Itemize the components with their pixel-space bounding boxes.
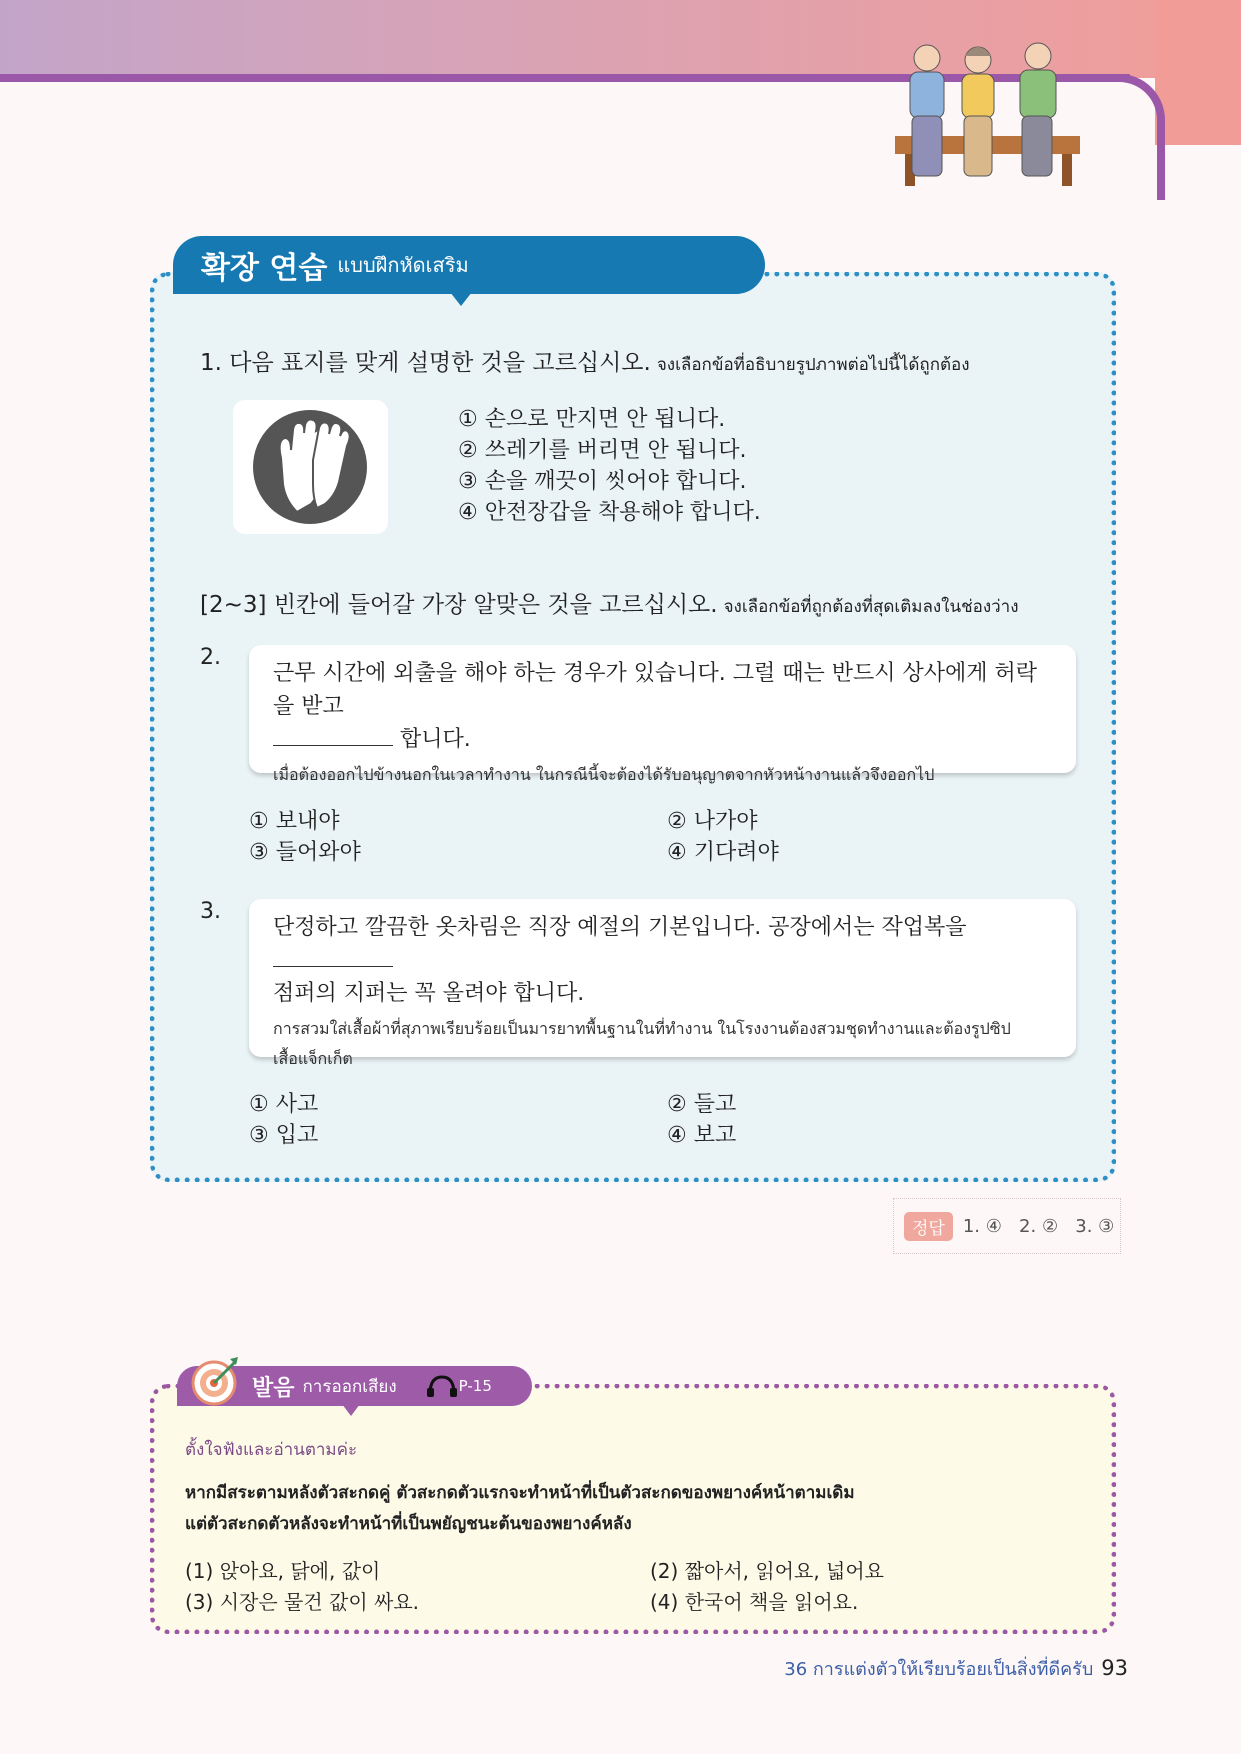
audio-track-link[interactable]	[425, 1374, 492, 1398]
question-1-choice[interactable]: ③ 손을 깨끗이 씻어야 합니다.	[458, 469, 747, 494]
question-1-heading-th: จงเลือกข้อที่อธิบายรูปภาพต่อไปนี้ได้ถูกต้อง	[656, 355, 970, 375]
lesson-title: 36 การแต่งตัวให้เรียบร้อยเป็นสิ่งที่ดีครับ	[784, 1659, 1094, 1680]
three-people-bench-illustration	[890, 38, 1100, 198]
question-2-3-heading-th: จงเลือกข้อที่ถูกต้องที่สุดเติมลงในช่องว่าง	[723, 597, 1019, 617]
pronunciation-rule	[185, 1478, 855, 1540]
question-3-choice[interactable]: ① 사고	[249, 1092, 319, 1117]
question-3-sentence-ko-line2: 점퍼의 지퍼는 꼭 올려야 합니다.	[273, 981, 585, 1006]
headphones-icon	[425, 1374, 459, 1398]
question-2-3-heading	[200, 586, 1019, 620]
question-2-choice[interactable]: ④ 기다려야	[667, 840, 779, 865]
practice-title-tab	[173, 236, 765, 294]
question-1-heading	[200, 344, 970, 378]
question-1-heading-ko: 1. 다음 표지를 맞게 설명한 것을 고르십시오.	[200, 350, 651, 376]
pronunciation-rule-line1: หากมีสระตามหลังตัวสะกดคู่ ตัวสะกดตัวแรกจะทำหน้าที่เป็นตัวสะกดของพยางค์หน้าตามเดิม	[185, 1483, 855, 1503]
practice-tab-pointer	[450, 292, 472, 306]
question-3-sentence-ko	[273, 911, 1052, 1010]
page-number: 93	[1101, 1656, 1128, 1680]
safety-sign	[233, 400, 388, 534]
answer-blank	[273, 944, 393, 967]
header-band-accent	[1155, 0, 1241, 145]
question-2-number: 2.	[200, 645, 221, 670]
practice-title-ko: 확장 연습	[201, 251, 328, 286]
question-1-choice[interactable]: ② 쓰레기를 버리면 안 됩니다.	[458, 438, 747, 463]
answer-key-label: 정답	[904, 1212, 953, 1241]
pronunciation-item: (4) 한국어 책을 읽어요.	[650, 1590, 859, 1614]
question-2-sentence-card	[249, 645, 1076, 784]
answer-key	[893, 1198, 1121, 1254]
practice-title-th: แบบฝึกหัดเสริม	[337, 253, 469, 277]
question-2-sentence-ko-line2: 합니다.	[400, 727, 471, 752]
question-2-choice[interactable]: ③ 들어와야	[249, 840, 361, 865]
pronunciation-title-ko: 발음	[252, 1375, 295, 1401]
target-icon	[190, 1355, 242, 1407]
pronunciation-item: (1) 앉아요, 닭에, 값이	[185, 1559, 381, 1583]
question-2-sentence-ko-line1: 근무 시간에 외출을 해야 하는 경우가 있습니다. 그럴 때는 반드시 상사에게 허락을 받고	[273, 661, 1037, 719]
gloves-icon	[233, 400, 388, 534]
question-1-choice[interactable]: ① 손으로 만지면 안 됩니다.	[458, 407, 726, 432]
answer-key-text: 1. ④ 2. ② 3. ③	[962, 1215, 1115, 1237]
question-1-choice[interactable]: ④ 안전장갑을 착용해야 합니다.	[458, 500, 761, 525]
question-2-3-heading-ko: [2~3] 빈칸에 들어갈 가장 알맞은 것을 고르십시오.	[200, 592, 718, 618]
pronunciation-item: (2) 짧아서, 읽어요, 넓어요	[650, 1559, 884, 1583]
question-3-choice[interactable]: ③ 입고	[249, 1123, 319, 1148]
pronunciation-instruction: ตั้งใจฟังและอ่านตามค่ะ	[185, 1440, 358, 1460]
pronunciation-item: (3) 시장은 물건 값이 싸요.	[185, 1590, 419, 1614]
pronunciation-title-th: การออกเสียง	[302, 1376, 397, 1397]
question-3-number: 3.	[200, 899, 221, 924]
question-3-sentence-ko-line1: 단정하고 깔끔한 옷차림은 직장 예절의 기본입니다. 공장에서는 작업복을	[273, 915, 967, 940]
question-2-sentence-ko	[273, 657, 1052, 756]
question-3-sentence-th-line2: เสื้อแจ็กเก็ต	[273, 1049, 353, 1068]
question-3-choice[interactable]: ④ 보고	[667, 1123, 737, 1148]
question-2-sentence-th: เมื่อต้องออกไปข้างนอกในเวลาทำงาน ในกรณีนี้จะต้องได้รับอนุญาตจากหัวหน้างานแล้วจึงออกไป	[273, 765, 935, 784]
question-3-sentence-th	[273, 1014, 1052, 1074]
question-2-choice[interactable]: ② 나가야	[667, 809, 758, 834]
question-3-choice[interactable]: ② 들고	[667, 1092, 737, 1117]
question-3-sentence-card	[249, 899, 1076, 1068]
pronunciation-tab-pointer	[342, 1404, 360, 1416]
pronunciation-rule-line2: แต่ตัวสะกดตัวหลังจะทำหน้าที่เป็นพยัญชนะต้นของพยางค์หลัง	[185, 1514, 632, 1534]
answer-blank	[273, 723, 393, 746]
audio-track-ref: P-15	[458, 1377, 492, 1395]
question-3-sentence-th-line1: การสวมใส่เสื้อผ้าที่สุภาพเรียบร้อยเป็นมารยาทพื้นฐานในที่ทำงาน ในโรงงานต้องสวมชุดทำงานและต้องรูปซิป	[273, 1019, 1011, 1038]
question-2-choice[interactable]: ① 보내야	[249, 809, 340, 834]
page-footer	[784, 1654, 1128, 1683]
